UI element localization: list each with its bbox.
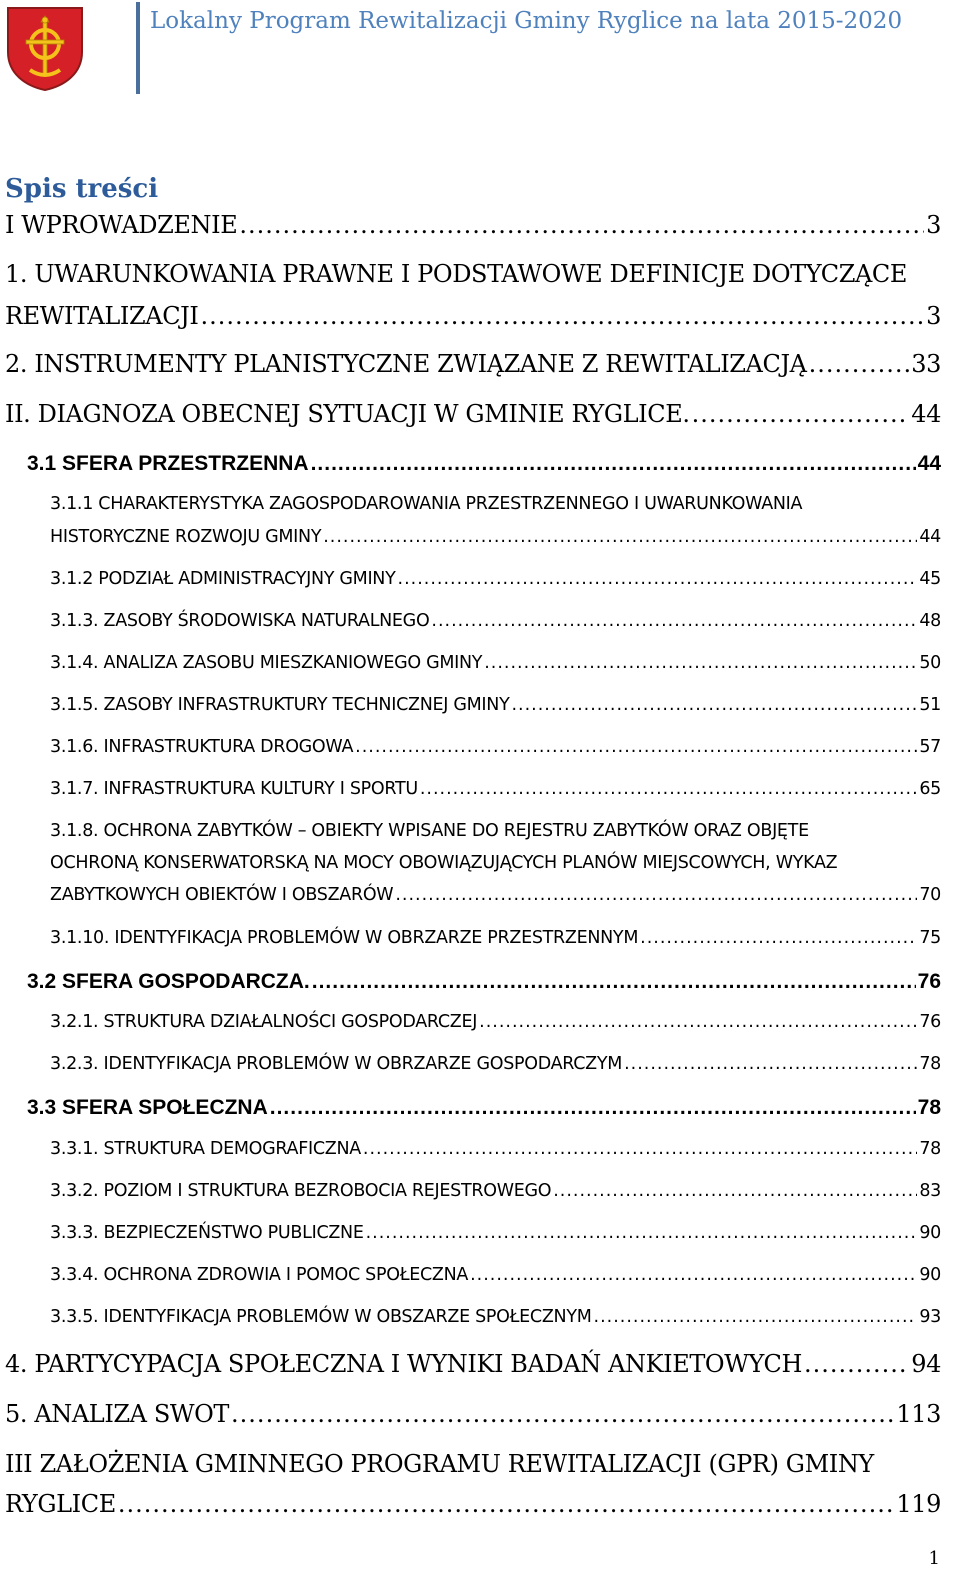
toc-entry-line: 3.1.8. OCHRONA ZABYTKÓW – OBIEKTY WPISANE DO REJESTRU ZABYTKÓW ORAZ OBJĘTE xyxy=(50,821,809,841)
toc-entry[interactable] xyxy=(5,1490,941,1518)
toc-leader xyxy=(479,1012,917,1032)
toc-entry-text: 3.1.10. IDENTYFIKACJA PROBLEMÓW W OBRZARZE PRZESTRZENNYM xyxy=(50,928,639,948)
toc-leader xyxy=(239,211,924,239)
toc-leader xyxy=(270,1096,916,1120)
toc-entry[interactable] xyxy=(50,1307,941,1327)
toc-entry[interactable] xyxy=(27,970,941,994)
toc-leader xyxy=(355,737,917,757)
toc-entry-text: 3.1.7. INFRASTRUKTURA KULTURY I SPORTU xyxy=(50,779,418,799)
toc-page-number: 50 xyxy=(919,653,941,673)
toc-entry[interactable] xyxy=(50,1054,941,1074)
toc-leader xyxy=(118,1490,895,1518)
toc-entry-text: 3.3 SFERA SPOŁECZNA xyxy=(27,1096,268,1119)
toc-page-number: 90 xyxy=(919,1265,941,1285)
toc-entry-text: 3.3.1. STRUKTURA DEMOGRAFICZNA xyxy=(50,1139,361,1159)
toc-page-number: 65 xyxy=(919,779,941,799)
toc-page-number: 76 xyxy=(919,1012,941,1032)
page-header xyxy=(0,0,960,100)
toc-leader xyxy=(470,1265,917,1285)
toc-page-number: 113 xyxy=(896,1400,941,1428)
coat-of-arms-icon xyxy=(6,6,84,92)
toc-leader xyxy=(431,611,917,631)
toc-page-number: 44 xyxy=(917,452,941,475)
toc-heading: Spis treści xyxy=(5,174,159,204)
toc-entry-text: 3.1.6. INFRASTRUKTURA DROGOWA xyxy=(50,737,354,757)
toc-entry-text: I WPROWADZENIE xyxy=(5,211,238,239)
toc-leader xyxy=(311,452,916,476)
toc-entry-text: REWITALIZACJI xyxy=(5,302,199,330)
toc-entry[interactable] xyxy=(5,350,941,378)
toc-page-number: 78 xyxy=(919,1054,941,1074)
toc-entry[interactable] xyxy=(50,611,941,631)
toc-entry[interactable] xyxy=(27,452,941,476)
toc-entry[interactable] xyxy=(5,400,941,428)
toc-page-number: 83 xyxy=(919,1181,941,1201)
toc-page-number: 119 xyxy=(896,1490,941,1518)
toc-entry[interactable] xyxy=(50,779,941,799)
toc-leader xyxy=(395,885,917,905)
toc-entry[interactable] xyxy=(50,1012,941,1032)
toc-leader xyxy=(640,928,917,948)
toc-entry-text: 2. INSTRUMENTY PLANISTYCZNE ZWIĄZANE Z REWITALIZACJĄ xyxy=(5,350,807,378)
toc-entry-line: OCHRONĄ KONSERWATORSKĄ NA MOCY OBOWIĄZUJĄCYCH PLANÓW MIEJSCOWYCH, WYKAZ xyxy=(50,853,838,873)
toc-page-number: 90 xyxy=(919,1223,941,1243)
toc-entry[interactable] xyxy=(50,1223,941,1243)
toc-entry[interactable] xyxy=(50,1181,941,1201)
toc-entry-text: ZABYTKOWYCH OBIEKTÓW I OBSZARÓW xyxy=(50,885,394,905)
toc-entry-text: 3.1 SFERA PRZESTRZENNA xyxy=(27,452,309,475)
toc-entry[interactable] xyxy=(50,1265,941,1285)
toc-entry-text: 3.3.4. OCHRONA ZDROWIA I POMOC SPOŁECZNA xyxy=(50,1265,469,1285)
toc-leader xyxy=(312,970,916,994)
toc-entry[interactable] xyxy=(50,695,941,715)
toc-page-number: 44 xyxy=(919,527,941,547)
toc-entry-line: III ZAŁOŻENIA GMINNEGO PROGRAMU REWITALIZACJI (GPR) GMINY xyxy=(5,1450,874,1478)
toc-entry[interactable] xyxy=(50,653,941,673)
toc-entry-text: RYGLICE xyxy=(5,1490,116,1518)
toc-leader xyxy=(809,350,910,378)
toc-entry[interactable] xyxy=(50,569,941,589)
toc-page-number: 78 xyxy=(917,1096,941,1119)
toc-leader xyxy=(624,1054,917,1074)
toc-leader xyxy=(511,695,917,715)
toc-leader xyxy=(594,1307,918,1327)
toc-leader xyxy=(692,400,910,428)
toc-entry-text: HISTORYCZNE ROZWOJU GMINY xyxy=(50,527,322,547)
toc-entry-text: 3.2.3. IDENTYFIKACJA PROBLEMÓW W OBRZARZE GOSPODARCZYM xyxy=(50,1054,623,1074)
toc-leader xyxy=(231,1400,894,1428)
toc-leader xyxy=(484,653,917,673)
toc-page-number: 76 xyxy=(917,970,941,993)
toc-entry-text: 3.3.2. POZIOM I STRUKTURA BEZROBOCIA REJESTROWEGO xyxy=(50,1181,552,1201)
toc-page-number: 93 xyxy=(919,1307,941,1327)
toc-entry[interactable] xyxy=(5,1350,941,1378)
toc-leader xyxy=(398,569,918,589)
page-number: 1 xyxy=(928,1548,940,1569)
toc-leader xyxy=(323,527,917,547)
toc-leader xyxy=(420,779,917,799)
toc-entry-text: 5. ANALIZA SWOT xyxy=(5,1400,230,1428)
toc-entry-text: 3.2 SFERA GOSPODARCZA. xyxy=(27,970,310,993)
toc-page-number: 75 xyxy=(919,928,941,948)
toc-entry[interactable] xyxy=(27,1096,941,1120)
toc-entry-text: 3.2.1. STRUKTURA DZIAŁALNOŚCI GOSPODARCZEJ xyxy=(50,1012,478,1032)
toc-entry-text: 3.3.3. BEZPIECZEŃSTWO PUBLICZNE xyxy=(50,1223,364,1243)
toc-entry[interactable] xyxy=(50,885,941,905)
toc-page-number: 51 xyxy=(919,695,941,715)
toc-page-number: 3 xyxy=(926,211,941,239)
toc-entry[interactable] xyxy=(5,302,941,330)
toc-page-number: 48 xyxy=(919,611,941,631)
toc-entry[interactable] xyxy=(50,527,941,547)
toc-page-number: 33 xyxy=(911,350,941,378)
toc-entry[interactable] xyxy=(50,928,941,948)
toc-entry[interactable] xyxy=(50,1139,941,1159)
toc-leader xyxy=(200,302,924,330)
toc-leader xyxy=(553,1181,917,1201)
toc-leader xyxy=(804,1350,909,1378)
toc-entry-line: 1. UWARUNKOWANIA PRAWNE I PODSTAWOWE DEFINICJE DOTYCZĄCE xyxy=(5,260,907,288)
toc-entry-line: 3.1.1 CHARAKTERYSTYKA ZAGOSPODAROWANIA PRZESTRZENNEGO I UWARUNKOWANIA xyxy=(50,494,803,514)
toc-entry[interactable] xyxy=(50,737,941,757)
toc-leader xyxy=(363,1139,917,1159)
toc-leader xyxy=(366,1223,918,1243)
toc-entry[interactable] xyxy=(5,1400,941,1428)
toc-entry-text: 4. PARTYCYPACJA SPOŁECZNA I WYNIKI BADAŃ ANKIETOWYCH xyxy=(5,1350,802,1378)
toc-page-number: 57 xyxy=(919,737,941,757)
toc-page-number: 45 xyxy=(919,569,941,589)
toc-page-number: 44 xyxy=(911,400,941,428)
toc-page-number: 70 xyxy=(919,885,941,905)
toc-page-number: 78 xyxy=(919,1139,941,1159)
toc-entry-text: 3.1.4. ANALIZA ZASOBU MIESZKANIOWEGO GMINY xyxy=(50,653,483,673)
toc-entry-text: 3.1.5. ZASOBY INFRASTRUKTURY TECHNICZNEJ GMINY xyxy=(50,695,510,715)
toc-entry-text: 3.1.3. ZASOBY ŚRODOWISKA NATURALNEGO xyxy=(50,611,430,631)
document-running-title: Lokalny Program Rewitalizacji Gminy Ryglice na lata 2015-2020 xyxy=(150,8,903,34)
toc-entry-text: II. DIAGNOZA OBECNEJ SYTUACJI W GMINIE RYGLICE. xyxy=(5,400,690,428)
header-divider xyxy=(136,2,140,94)
toc-entry-text: 3.1.2 PODZIAŁ ADMINISTRACYJNY GMINY xyxy=(50,569,396,589)
toc-entry-text: 3.3.5. IDENTYFIKACJA PROBLEMÓW W OBSZARZE SPOŁECZNYM xyxy=(50,1307,592,1327)
toc-entry[interactable] xyxy=(5,211,941,239)
toc-page-number: 3 xyxy=(926,302,941,330)
toc-page-number: 94 xyxy=(911,1350,941,1378)
